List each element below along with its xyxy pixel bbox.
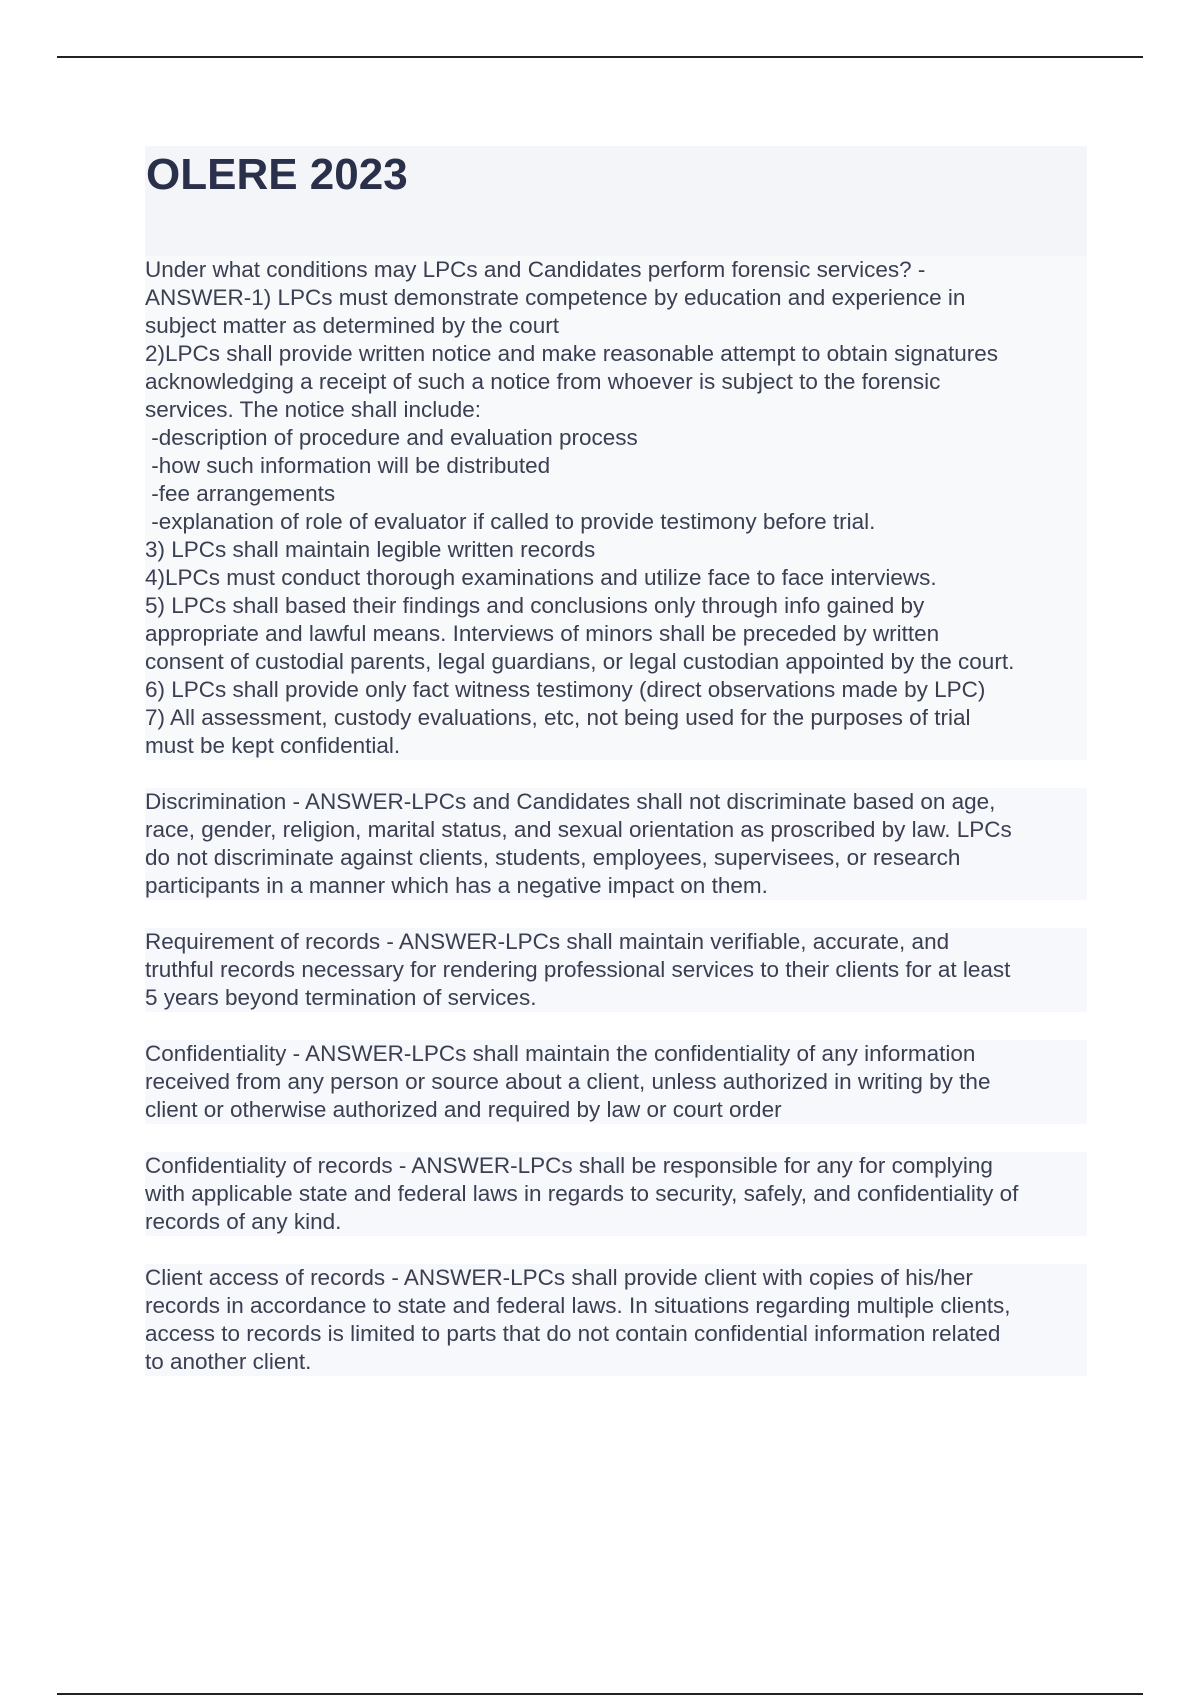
- top-divider: [57, 56, 1143, 58]
- entry-line: participants in a manner which has a negative impact on them.: [145, 873, 768, 898]
- document-title: OLERE 2023: [146, 150, 408, 199]
- entry-line: acknowledging a receipt of such a notice from whoever is subject to the forensic: [145, 369, 941, 394]
- entry-line: records of any kind.: [145, 1209, 342, 1234]
- entry-line: Requirement of records - ANSWER-LPCs shall maintain verifiable, accurate, and: [145, 929, 950, 954]
- qa-entry: [145, 1264, 1087, 1376]
- entry-line: do not discriminate against clients, students, employees, supervisees, or research: [145, 845, 961, 870]
- entry-line: Under what conditions may LPCs and Candidates perform forensic services? -: [145, 257, 926, 282]
- entry-line: ANSWER-1) LPCs must demonstrate competence by education and experience in: [145, 285, 966, 310]
- qa-entry: [145, 788, 1087, 900]
- entry-line: 5 years beyond termination of services.: [145, 985, 537, 1010]
- entry-line: -description of procedure and evaluation process: [145, 425, 638, 450]
- entry-line: Confidentiality of records - ANSWER-LPCs shall be responsible for any for complying: [145, 1153, 993, 1178]
- entry-line: must be kept confidential.: [145, 733, 401, 758]
- entry-line: records in accordance to state and federal laws. In situations regarding multiple clients,: [145, 1293, 1011, 1318]
- document-body: [145, 146, 1087, 1404]
- entry-line: Client access of records - ANSWER-LPCs shall provide client with copies of his/her: [145, 1265, 973, 1290]
- entry-line: consent of custodial parents, legal guardians, or legal custodian appointed by the court.: [145, 649, 1015, 674]
- entry-line: to another client.: [145, 1349, 312, 1374]
- entry-line: 6) LPCs shall provide only fact witness testimony (direct observations made by LPC): [145, 677, 986, 702]
- entry-line: 5) LPCs shall based their findings and conclusions only through info gained by: [145, 593, 925, 618]
- entry-line: subject matter as determined by the court: [145, 313, 559, 338]
- entry-line: client or otherwise authorized and required by law or court order: [145, 1097, 782, 1122]
- qa-entries: [145, 256, 1087, 1376]
- entry-line: race, gender, religion, marital status, and sexual orientation as proscribed by law. LPCs: [145, 817, 1012, 842]
- entry-line: access to records is limited to parts that do not contain confidential information related: [145, 1321, 1001, 1346]
- entry-line: 7) All assessment, custody evaluations, etc, not being used for the purposes of trial: [145, 705, 971, 730]
- qa-entry: [145, 1152, 1087, 1236]
- qa-entry: [145, 1040, 1087, 1124]
- entry-line: Confidentiality - ANSWER-LPCs shall maintain the confidentiality of any information: [145, 1041, 976, 1066]
- entry-line: 3) LPCs shall maintain legible written records: [145, 537, 596, 562]
- entry-line: -how such information will be distributed: [145, 453, 551, 478]
- qa-entry: [145, 928, 1087, 1012]
- entry-line: 2)LPCs shall provide written notice and make reasonable attempt to obtain signatures: [145, 341, 998, 366]
- entry-line: 4)LPCs must conduct thorough examinations and utilize face to face interviews.: [145, 565, 937, 590]
- qa-entry: [145, 256, 1087, 760]
- title-block: [145, 146, 1087, 256]
- entry-line: services. The notice shall include:: [145, 397, 482, 422]
- entry-line: truthful records necessary for rendering professional services to their clients for at least: [145, 957, 1011, 982]
- bottom-divider: [57, 1693, 1143, 1695]
- entry-line: received from any person or source about a client, unless authorized in writing by the: [145, 1069, 991, 1094]
- entry-line: Discrimination - ANSWER-LPCs and Candidates shall not discriminate based on age,: [145, 789, 996, 814]
- entry-line: appropriate and lawful means. Interviews of minors shall be preceded by written: [145, 621, 940, 646]
- entry-line: -explanation of role of evaluator if called to provide testimony before trial.: [145, 509, 876, 534]
- entry-line: with applicable state and federal laws in regards to security, safely, and confidentiality of: [145, 1181, 1019, 1206]
- entry-line: -fee arrangements: [145, 481, 336, 506]
